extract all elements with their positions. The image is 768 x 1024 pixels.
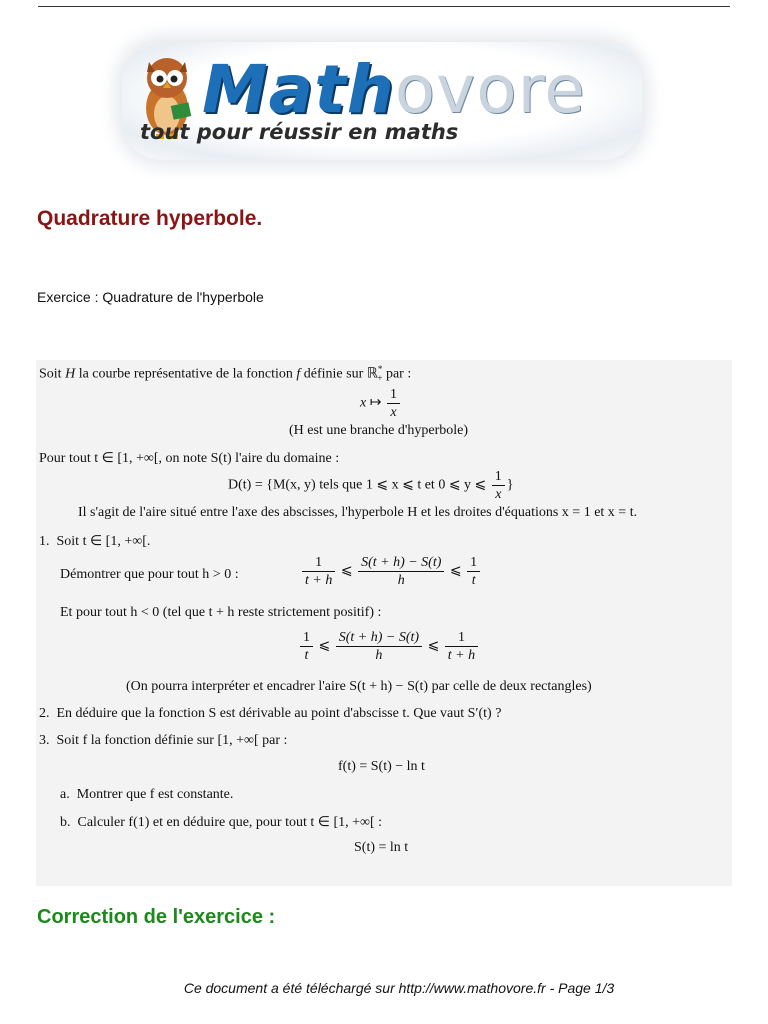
pour-tout-line: Pour tout t ∈ [1, +∞[, on note S(t) l'aire du domaine : <box>39 451 340 466</box>
top-rule <box>38 6 730 7</box>
q3b-formula: S(t) = ln t <box>354 840 409 855</box>
logo-wordmark <box>202 50 586 130</box>
exercise-statement <box>36 360 732 886</box>
exercise-label: Exercice : Quadrature de l'hyperbole <box>37 289 264 305</box>
question-3: 3. Soit f la fonction définie sur [1, +∞[ par : <box>39 733 288 748</box>
q1-negative-h: Et pour tout h < 0 (tel que t + h reste strictement positif) : <box>60 605 382 620</box>
question-3b: b. Calculer f(1) et en déduire que, pour tout t ∈ [1, +∞[ : <box>60 815 383 830</box>
q1-demonstrate: Démontrer que pour tout h > 0 : <box>60 567 239 582</box>
domain-definition: D(t) = {M(x, y) tels que 1 ⩽ x ⩽ t et 0 ⩽ y ⩽ $\frac{1}{x}$ } <box>228 469 514 502</box>
page-footer: Ce document a été téléchargé sur http://www.mathovore.fr - Page 1/3 <box>183 980 615 996</box>
area-explanation: Il s'agit de l'aire situé entre l'axe des abscisses, l'hyperbole H et les droites d'équations x = 1 et x = t. <box>78 505 638 520</box>
logo-word-ovore: ovore <box>394 51 586 128</box>
intro-line: Soit H la courbe représentative de la fonction f définie sur ℝ*$_+$ par : <box>39 364 412 384</box>
logo-word-math: Math <box>202 51 395 128</box>
q1-inequality-positive: $\frac{1}{t + h}$ ⩽ $\frac{S(t + h) - S(t)}{h}$ ⩽ $\frac{1}{t}$ <box>300 554 482 589</box>
q1-inequality-negative: $\frac{1}{t}$ ⩽ $\frac{S(t + h) - S(t)}{h}$ ⩽ $\frac{1}{t + h}$ <box>298 629 480 664</box>
branch-note: (H est une branche d'hyperbole) <box>289 423 469 438</box>
logo-tagline: tout pour réussir en maths <box>140 120 459 144</box>
question-3a: a. Montrer que f est constante. <box>60 787 234 802</box>
page-title: Quadrature hyperbole. <box>37 207 263 230</box>
question-1: 1. Soit t ∈ [1, +∞[. <box>39 534 151 549</box>
question-2: 2. En déduire que la fonction S est dérivable au point d'abscisse t. Que vaut S′(t) ? <box>39 706 502 721</box>
mathovore-logo[interactable] <box>122 42 642 160</box>
q3-formula: f(t) = S(t) − ln t <box>338 759 425 774</box>
q1-hint: (On pourra interpréter et encadrer l'aire S(t + h) − S(t) par celle de deux rectangles) <box>126 679 592 694</box>
correction-heading: Correction de l'exercice : <box>37 906 276 928</box>
function-mapping: x ↦ $\frac{1}{x}$ <box>360 386 402 421</box>
